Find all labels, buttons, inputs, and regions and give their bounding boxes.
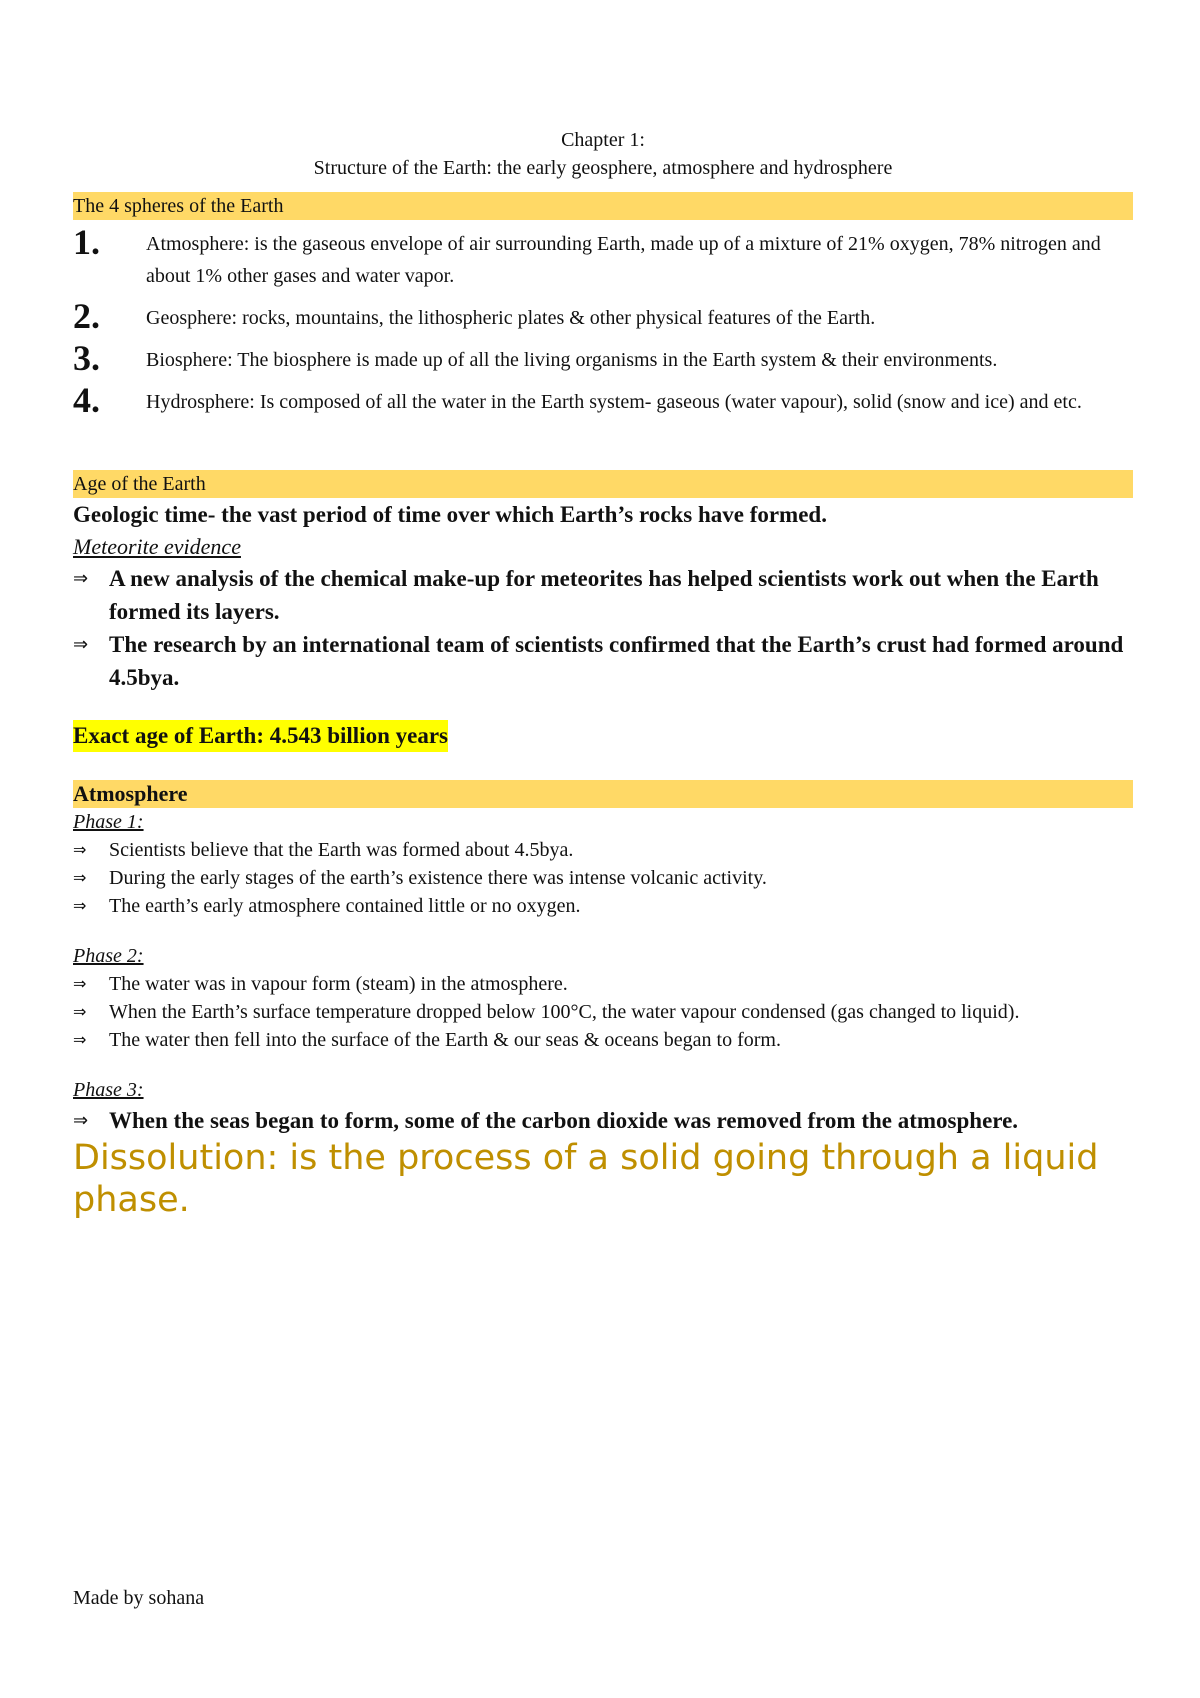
item-text: When the Earth’s surface temperature dropped below 100°C, the water vapour condensed (gas changed to liquid). [109, 1001, 1020, 1023]
item-text: The water was in vapour form (steam) in the atmosphere. [109, 973, 568, 995]
geologic-time-definition: Geologic time- the vast period of time over which Earth’s rocks have formed. [73, 502, 827, 527]
chapter-subtitle: Structure of the Earth: the early geosphere, atmosphere and hydrosphere [313, 157, 893, 179]
list-item [73, 998, 1133, 1026]
dissolution-definition: Dissolution: is the process of a solid going through a liquid phase. [73, 1138, 1099, 1220]
item-text: Biosphere: The biosphere is made up of all the living organisms in the Earth system & their environments. [146, 349, 998, 371]
phase-1-label: Phase 1: [73, 811, 144, 833]
double-arrow-icon: ⇒ [73, 568, 89, 589]
item-number: 1. [73, 222, 100, 262]
spheres-heading: The 4 spheres of the Earth [73, 192, 1133, 220]
exact-age-highlight: Exact age of Earth: 4.543 billion years [73, 720, 448, 752]
item-text: During the early stages of the earth’s existence there was intense volcanic activity. [109, 867, 767, 889]
double-arrow-icon: ⇒ [73, 1002, 87, 1021]
item-text: The earth’s early atmosphere contained little or no oxygen. [109, 895, 581, 917]
double-arrow-icon: ⇒ [73, 868, 87, 887]
list-item [73, 296, 1133, 336]
double-arrow-icon: ⇒ [73, 1030, 87, 1049]
chapter-label: Chapter 1: [561, 129, 645, 151]
list-item [73, 338, 1133, 378]
list-item [73, 970, 1133, 998]
double-arrow-icon: ⇒ [73, 840, 87, 859]
double-arrow-icon: ⇒ [73, 896, 87, 915]
list-item [73, 628, 1133, 694]
list-item [73, 1026, 1133, 1054]
phase-2-list [73, 970, 1133, 1054]
phase-3-list [73, 1104, 1133, 1137]
document-body [73, 126, 1133, 1221]
list-item [73, 222, 1133, 292]
evidence-list [73, 562, 1133, 694]
item-text: Atmosphere: is the gaseous envelope of air surrounding Earth, made up of a mixture of 21% oxygen, 78% nitrogen and about 1% other gases and water vapor. [146, 233, 1101, 287]
phase-3-label: Phase 3: [73, 1079, 144, 1101]
list-item [73, 562, 1133, 628]
item-text: Hydrosphere: Is composed of all the water in the Earth system- gaseous (water vapour), solid (snow and ice) and etc. [146, 391, 1082, 413]
double-arrow-icon: ⇒ [73, 634, 89, 655]
item-text: A new analysis of the chemical make-up for meteorites has helped scientists work out when the Earth formed its layers. [109, 566, 1099, 624]
spheres-list [73, 222, 1133, 420]
list-item [73, 380, 1133, 420]
list-item [73, 892, 1133, 920]
item-text: When the seas began to form, some of the carbon dioxide was removed from the atmosphere. [109, 1108, 1019, 1133]
item-text: The water then fell into the surface of the Earth & our seas & oceans began to form. [109, 1029, 781, 1051]
phase-1-list [73, 836, 1133, 920]
atmosphere-heading: Atmosphere [73, 780, 1133, 808]
meteorite-evidence-label: Meteorite evidence [73, 534, 241, 559]
double-arrow-icon: ⇒ [73, 974, 87, 993]
list-item [73, 836, 1133, 864]
item-number: 4. [73, 380, 100, 420]
item-number: 2. [73, 296, 100, 336]
age-heading: Age of the Earth [73, 470, 1133, 498]
item-text: Geosphere: rocks, mountains, the lithospheric plates & other physical features of the Earth. [146, 307, 876, 329]
list-item [73, 1104, 1133, 1137]
footer-credit: Made by sohana [73, 1587, 205, 1609]
item-number: 3. [73, 338, 100, 378]
list-item [73, 864, 1133, 892]
phase-2-label: Phase 2: [73, 945, 144, 967]
item-text: The research by an international team of scientists confirmed that the Earth’s crust had formed around 4.5bya. [109, 632, 1124, 690]
double-arrow-icon: ⇒ [73, 1110, 89, 1131]
item-text: Scientists believe that the Earth was formed about 4.5bya. [109, 839, 574, 861]
